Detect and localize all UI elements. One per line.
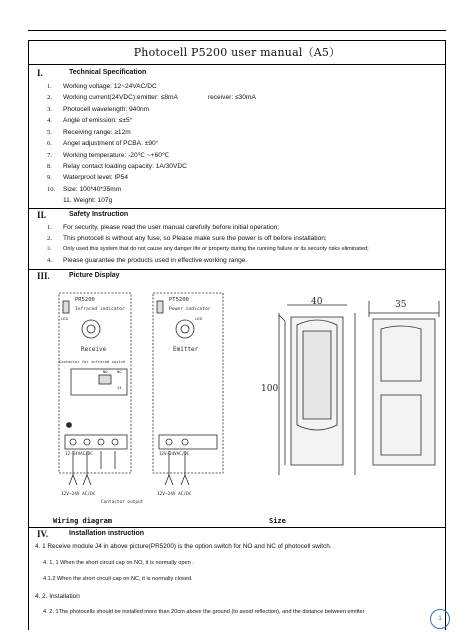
installation-line: 4. 1 Receive module J4 in above picture(PR5200) is the option switch for NO and NC of photocell switch. — [35, 543, 332, 550]
safety-item-text: This photocell is without any fuse, so Please make sure the power is off before installation; — [63, 235, 327, 242]
spec-item-text: Working temperature: -20℃ ~+60℃ — [63, 152, 170, 160]
spec-item-number: 7. — [47, 152, 52, 160]
width-dimension: 40 — [311, 297, 323, 307]
spec-item — [47, 106, 149, 113]
spec-item — [47, 94, 256, 101]
height-dimension: 100 — [261, 384, 279, 394]
contactor-label: Contactor for infrared switch — [59, 359, 126, 364]
safety-item — [47, 224, 279, 231]
emitter-power-label: 12V~24V AC/DC — [157, 492, 192, 497]
safety-item — [47, 235, 327, 242]
section-2-header — [29, 209, 445, 223]
spec-item-text: Photocell wavelength: 940nm — [63, 105, 150, 113]
section-3-header — [29, 270, 445, 284]
section-4-header — [29, 528, 445, 542]
spec-item-number: 1. — [47, 83, 52, 90]
spec-item — [47, 117, 132, 124]
receiver-terminal-label: 12-24VAC/DC — [65, 451, 93, 456]
spec-item — [47, 83, 157, 90]
spec-item-text: Angle of emission: ≤±5° — [63, 117, 133, 125]
spec-item-text: Size: 100*40*35mm — [63, 185, 122, 193]
section-1-header — [29, 67, 445, 81]
section-2-roman: II. — [37, 210, 47, 220]
j4-label: J4 — [117, 385, 122, 390]
spec-item-number: 3. — [47, 105, 52, 113]
section-4-title: Installation instruction — [69, 530, 145, 537]
spec-item — [47, 129, 131, 136]
spec-item-number: 5. — [47, 128, 52, 136]
manual-frame — [28, 40, 446, 630]
safety-item-number: 3. — [47, 246, 52, 252]
spec-item-text: Working current(24VDC):emitter: ≤8mA — [63, 94, 178, 102]
safety-item-number: 2. — [47, 235, 52, 242]
infrared-indicator-label: Infrared indicator — [75, 307, 125, 312]
installation-line: 4.1.2 When the short circuit cap on NC, it is normally closed. — [43, 576, 193, 582]
section-2-title: Safety Instruction — [69, 211, 129, 218]
emitter-board — [153, 293, 223, 485]
spec-item — [47, 174, 128, 181]
section-4-roman: IV. — [37, 529, 49, 539]
spec-item — [47, 151, 169, 159]
spec-item-number: 4. — [47, 117, 52, 125]
spec-item-text: 11. Weight: 107g — [63, 197, 113, 204]
section-1-roman: I. — [37, 68, 43, 78]
spec-item — [47, 163, 187, 170]
spec-item-number: 9. — [47, 174, 52, 182]
size-caption: Size — [269, 517, 286, 525]
top-rule — [28, 30, 446, 31]
spec-item-number: 8. — [47, 162, 52, 170]
installation-line: 4. 2. Installation — [35, 592, 80, 600]
safety-item — [47, 246, 369, 252]
spec-item-extra: receiver: ≤30mA — [207, 94, 256, 102]
receiver-power-label: 12V~24V AC/DC — [61, 492, 96, 497]
nc-label: NC — [117, 369, 122, 374]
safety-item-number: 4. — [47, 257, 52, 264]
power-indicator-label: Power indicator — [169, 307, 211, 312]
page-title: Photocell P5200 user manual（A5） — [133, 46, 341, 59]
emitter-model: PT5200 — [169, 297, 189, 303]
wiring-diagram-caption: Wiring diagram — [53, 517, 113, 525]
section-1-title: Technical Specification — [69, 69, 147, 76]
section-3-roman: III. — [37, 271, 50, 281]
depth-dimension: 35 — [395, 300, 407, 310]
installation-line: 4. 2. 1The photocells should be installed more than 20cm above the ground (to avoid reflection), and the distance between emitter — [43, 609, 365, 615]
emitter-label: Emitter — [173, 346, 199, 353]
spec-item-text: Waterproof level: IP54 — [63, 174, 128, 182]
safety-item — [47, 257, 247, 264]
contactor-output-label: Contactor output — [101, 500, 144, 505]
spec-item — [47, 186, 121, 193]
safety-item-number: 1. — [47, 224, 52, 231]
emitter-terminal-label: 12V~24VAC/DC — [159, 451, 190, 456]
size-drawing — [279, 301, 439, 475]
safety-item-text: For security, please read the user manual carefully before initial operation; — [63, 224, 280, 231]
spec-item-text: Relay contact loading capacity: 1A/30VDC — [63, 162, 187, 170]
spec-item-number: 10. — [47, 185, 56, 193]
picture-display — [29, 285, 445, 525]
safety-item-text: Please guarantee the products used in effective working range. — [63, 257, 248, 264]
safety-item-text: Only used this system that do not cause any danger life or property during the running failure or its security risks eliminated; — [63, 246, 369, 252]
spec-item-number: 2. — [47, 94, 52, 102]
receive-label: Receive — [81, 346, 107, 353]
title-row — [29, 41, 445, 65]
spec-item-text: Working voltage: 12~24VAC/DC — [63, 83, 157, 90]
section-3-title: Picture Display — [69, 272, 120, 279]
installation-line: 4. 1. 1 When the short circuit cap on NO, it is normally open . — [43, 559, 194, 566]
receiver-model: PR5200 — [75, 297, 95, 303]
receiver-led-label: LED — [61, 316, 68, 321]
page-number: 1 — [430, 609, 450, 629]
spec-item-number: 6. — [47, 140, 52, 147]
spec-item — [47, 197, 112, 204]
emitter-led-label: LED — [195, 316, 202, 321]
spec-item-text: Angel adjustment of PCBA: ±90° — [63, 140, 159, 147]
spec-item-text: Receiving range: ≥12m — [63, 128, 131, 136]
spec-item — [47, 140, 158, 147]
no-label: NO — [103, 369, 108, 374]
